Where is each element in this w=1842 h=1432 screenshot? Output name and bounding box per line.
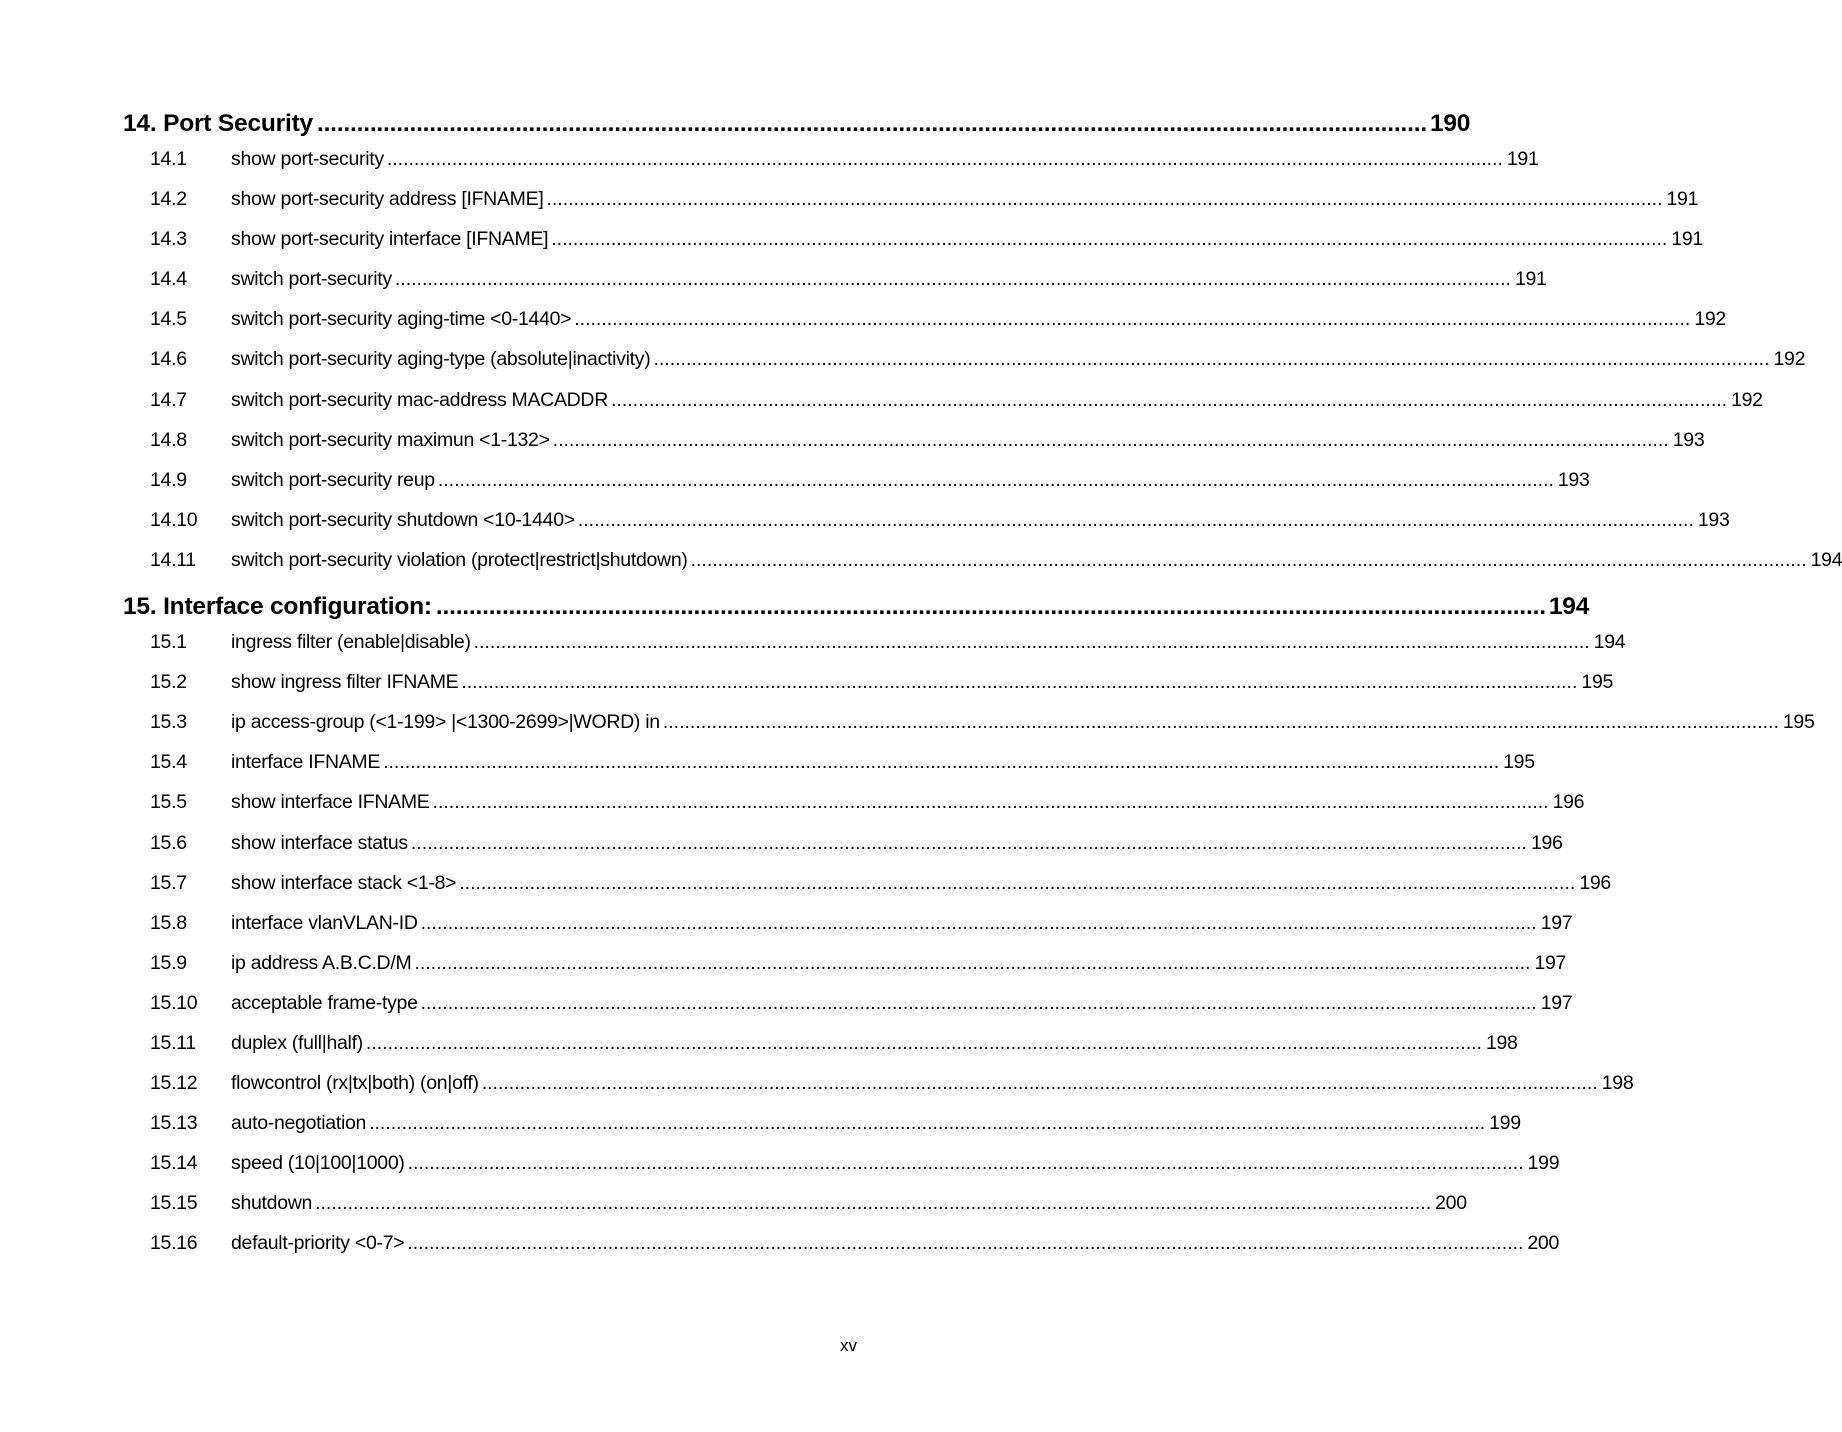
dot-leader: .............................................................................................................................................................................................................. [611,388,1728,411]
toc-entry[interactable] [123,348,1806,388]
entry-page-number: 195 [1503,751,1535,774]
toc-entry[interactable] [123,751,1535,791]
entry-title: switch port-security maximun <1-132> [231,428,550,451]
entry-page-number: 192 [1694,308,1726,331]
dot-leader: .............................................................................................................................................................................................................. [414,951,1531,974]
section-page-number: 190 [1429,110,1471,137]
toc-entry[interactable] [123,871,1611,912]
dot-leader: .............................................................................................................................................................................................................. [551,228,1668,251]
entry-page-number: 193 [1697,508,1730,531]
entry-title: switch port-security aging-time <0-1440> [231,308,572,331]
entry-number: 14.5 [150,308,187,331]
entry-page-number: 193 [1557,468,1590,491]
entry-title: show ingress filter IFNAME [231,671,459,694]
entry-page-number: 193 [1672,428,1705,451]
entry-number: 15.13 [150,1112,198,1135]
entry-page-number: 194 [1593,631,1626,654]
entry-page-number: 199 [1527,1152,1560,1175]
toc-entry[interactable] [123,1031,1518,1072]
entry-number: 15.5 [150,791,187,814]
entry-title: interface vlanVLAN-ID [231,911,418,934]
entry-page-number: 191 [1666,188,1699,211]
page-folio: xv [840,1336,857,1355]
entry-number: 15.2 [150,671,187,694]
entry-number: 14.4 [150,268,187,291]
dot-leader: .............................................................................................................................................................................................................. [552,428,1669,451]
dot-leader: .............................................................................................................................................................................................................. [420,911,1537,934]
entry-number: 15.15 [150,1192,198,1215]
toc-entry[interactable] [123,1192,1467,1232]
toc-entry[interactable] [123,308,1726,348]
dot-leader: .............................................................................................................................................................................................................. [653,348,1770,371]
entry-page-number: 196 [1579,871,1611,894]
entry-number: 15.11 [150,1031,196,1054]
toc-entry[interactable] [123,1232,1560,1272]
entry-number: 14.9 [150,468,187,491]
dot-leader: .............................................................................................................................................................................................................. [365,1031,1482,1054]
entry-title: duplex (full|half) [231,1031,363,1054]
toc-entry[interactable] [123,831,1563,872]
entry-number: 15.3 [150,711,187,734]
entry-number: 15.7 [150,871,187,894]
dot-leader: .............................................................................................................................................................................................................. [386,148,1503,170]
dot-leader: .............................................................................................................................................................................................................. [407,1152,1524,1175]
entry-title: show port-security address [IFNAME] [231,188,544,211]
entry-page-number: 194 [1810,548,1842,571]
entry-page-number: 196 [1530,831,1563,854]
entry-title: show interface stack <1-8> [231,871,457,894]
dot-leader: .............................................................................................................................................................................................................. [407,1232,1524,1255]
toc-entry[interactable] [123,711,1815,751]
entry-page-number: 196 [1552,791,1585,814]
entry-number: 15.8 [150,911,187,934]
entry-number: 14.2 [150,188,187,211]
entry-title: speed (10|100|1000) [231,1152,405,1175]
entry-title: default-priority <0-7> [231,1232,405,1255]
entry-title: switch port-security reup [231,468,435,491]
entry-number: 15.9 [150,951,187,974]
toc-entry[interactable] [123,148,1539,188]
table-of-contents [123,110,1842,1273]
entry-page-number: 192 [1773,348,1806,371]
entry-title: ip access-group (<1-199> |<1300-2699>|WORD) in [231,711,660,734]
dot-leader: .............................................................................................................................................................................................................. [546,188,1663,211]
entry-number: 14.11 [150,548,196,571]
entry-number: 15.4 [150,751,187,774]
entry-page-number: 195 [1782,711,1815,734]
dot-leader: .............................................................................................................................................................................................................. [437,468,1554,491]
entry-title: ip address A.B.C.D/M [231,951,412,974]
entry-title: switch port-security [231,268,392,291]
toc-entry[interactable] [123,671,1614,711]
entry-title: switch port-security violation (protect|restrict|shutdown) [231,548,688,571]
section-page-number: 194 [1548,593,1590,621]
toc-entry[interactable] [123,991,1573,1032]
dot-leader: .............................................................................................................................................................................................................. [394,268,1511,291]
entry-number: 14.8 [150,428,187,451]
entry-title: switch port-security aging-type (absolute|inactivity) [231,348,651,371]
toc-entry[interactable] [123,268,1547,308]
toc-entry[interactable] [123,911,1573,952]
entry-title: interface IFNAME [231,751,381,774]
toc-entry[interactable] [123,388,1763,429]
toc-section-heading[interactable] [123,593,1590,631]
entry-page-number: 195 [1581,671,1614,694]
dot-leader: .............................................................................................................................................................................................................. [459,871,1576,894]
dot-leader: .............................................................................................................................................................................................................. [461,671,1578,694]
toc-entry[interactable] [123,631,1626,671]
entry-number: 15.6 [150,831,187,854]
entry-page-number: 198 [1485,1031,1518,1054]
entry-title: switch port-security mac-address MACADDR [231,388,609,411]
dot-leader: .............................................................................................................................................................................................................. [481,1072,1598,1095]
entry-title: shutdown [231,1192,313,1215]
entry-number: 14.7 [150,388,187,411]
entry-number: 14.3 [150,228,187,251]
toc-entry[interactable] [123,1072,1634,1112]
toc-entry[interactable] [123,468,1590,509]
dot-leader: ........................................................................................................................................................................ [316,110,1427,137]
entry-number: 15.10 [150,991,198,1014]
dot-leader: ........................................................................................................................................................................ [435,593,1546,621]
entry-number: 14.6 [150,348,187,371]
entry-title: show port-security interface [IFNAME] [231,228,549,251]
toc-entry[interactable] [123,548,1842,589]
entry-number: 14.10 [150,508,198,531]
section-title: 14. Port Security [123,110,313,137]
entry-number: 15.1 [150,631,187,654]
entry-title: switch port-security shutdown <10-1440> [231,508,575,531]
section-title: 15. Interface configuration: [123,593,432,621]
entry-title: auto-negotiation [231,1112,367,1135]
entry-title: acceptable frame-type [231,991,418,1014]
entry-page-number: 191 [1514,268,1547,291]
entry-page-number: 199 [1489,1112,1521,1135]
entry-number: 15.12 [150,1072,198,1095]
dot-leader: .............................................................................................................................................................................................................. [410,831,1527,854]
toc-entry[interactable] [123,188,1699,228]
dot-leader: .............................................................................................................................................................................................................. [662,711,1779,734]
toc-entry[interactable] [123,791,1585,831]
dot-leader: .............................................................................................................................................................................................................. [432,791,1549,814]
entry-page-number: 200 [1435,1192,1467,1215]
entry-title: ingress filter (enable|disable) [231,631,471,654]
dot-leader: .............................................................................................................................................................................................................. [315,1192,1432,1215]
entry-title: flowcontrol (rx|tx|both) (on|off) [231,1072,479,1095]
dot-leader: .............................................................................................................................................................................................................. [383,751,1500,774]
entry-title: show interface IFNAME [231,791,430,814]
entry-page-number: 192 [1731,388,1763,411]
dot-leader: .............................................................................................................................................................................................................. [473,631,1590,654]
entry-page-number: 191 [1506,148,1539,170]
dot-leader: .............................................................................................................................................................................................................. [420,991,1537,1014]
entry-number: 14.1 [150,148,187,170]
entry-number: 15.16 [150,1232,198,1255]
dot-leader: .............................................................................................................................................................................................................. [574,308,1691,331]
toc-entry[interactable] [123,228,1703,268]
entry-page-number: 200 [1527,1232,1560,1255]
dot-leader: .............................................................................................................................................................................................................. [577,508,1694,531]
entry-title: show port-security [231,148,384,170]
toc-entry[interactable] [123,951,1567,992]
entry-number: 15.14 [150,1152,198,1175]
entry-title: show interface status [231,831,408,854]
toc-entry[interactable] [123,428,1705,469]
entry-page-number: 197 [1540,911,1573,934]
entry-page-number: 198 [1601,1072,1634,1095]
entry-page-number: 197 [1540,991,1573,1014]
toc-entry[interactable] [123,1152,1560,1192]
toc-section-heading[interactable] [123,110,1471,148]
entry-page-number: 197 [1534,951,1567,974]
toc-entry[interactable] [123,508,1730,549]
entry-page-number: 191 [1671,228,1703,251]
dot-leader: .............................................................................................................................................................................................................. [690,548,1807,571]
dot-leader: .............................................................................................................................................................................................................. [369,1112,1486,1135]
toc-entry[interactable] [123,1112,1521,1152]
